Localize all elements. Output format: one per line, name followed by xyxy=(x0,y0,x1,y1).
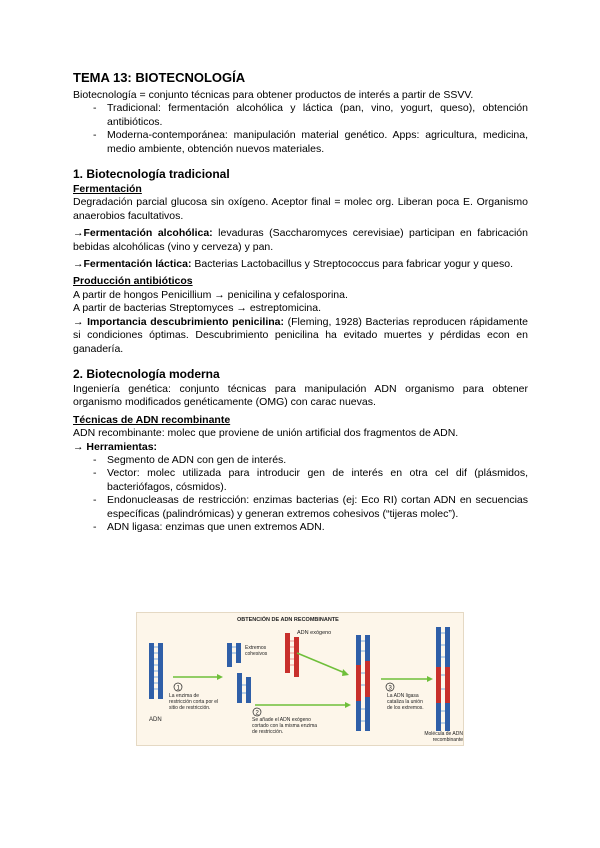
step-3-number: 3 xyxy=(388,685,392,692)
alcoholica-paragraph xyxy=(73,227,528,254)
herramientas-label xyxy=(73,441,528,454)
dna-recombinant xyxy=(436,627,450,731)
arrow-exogeno-head xyxy=(342,669,349,676)
label-exogeno: ADN exógeno xyxy=(297,630,332,636)
importancia-label: → Importancia descubrimiento penicilina: xyxy=(73,315,284,328)
label-molecula: Molécula de ADN recombinante xyxy=(424,731,463,743)
label-extremos-box xyxy=(245,645,279,661)
subheading-adn-recombinante: Técnicas de ADN recombinante xyxy=(73,413,231,426)
list-item: - Endonucleasas de restricción: enzimas bacterias (ej: Eco RI) cortan ADN en secuencias específicas (palindrómicas) y generan extremos cohesivos (“tijeras molec”). xyxy=(93,494,528,521)
importancia-text: (Fleming, 1928) Bacterias reproducen rápidamente si condiciones óptimas. Descubrimiento penicilina ha evitado muertes y pérdidas econ en ganadería. xyxy=(73,315,528,355)
ingenieria-text: Ingeniería genética: conjunto técnicas para manipulación ADN organismo para obtener organismo modificados genéticamente (OMG) con carac nuevas. xyxy=(73,382,528,409)
arrow-1-head xyxy=(217,674,223,680)
section-heading: 1. Biotecnología tradicional xyxy=(73,167,230,182)
lactica-label: →Fermentación láctica: xyxy=(73,258,192,271)
subheading-fermentacion: Fermentación xyxy=(73,183,142,196)
recombinant-dna-diagram xyxy=(137,613,463,745)
dna-exogeno xyxy=(285,633,299,677)
document-page xyxy=(73,70,528,534)
step-1-number: 1 xyxy=(176,685,180,692)
step-2-caption-box xyxy=(252,717,318,743)
recombinant-dna-figure xyxy=(136,612,464,746)
step-1-caption-box xyxy=(169,693,219,723)
dna-original xyxy=(149,643,163,699)
step-3-caption-box xyxy=(387,693,427,723)
page-title: TEMA 13: BIOTECNOLOGÍA xyxy=(73,70,246,85)
label-molecula-box xyxy=(397,731,463,745)
lactica-paragraph xyxy=(73,258,528,271)
arrow-3-head xyxy=(427,676,433,682)
alcoholica-label: →Fermentación alcohólica: xyxy=(73,227,213,240)
step-1-caption: La enzima de restricción corta por el sitio de restricción. xyxy=(169,693,219,711)
list-item: - Moderna-contemporánea: manipulación material genético. Apps: agricultura, medicina, medio ambiente, obtención nuevos materiales. xyxy=(93,129,528,156)
figure-title: OBTENCIÓN DE ADN RECOMBINANTE xyxy=(237,617,339,623)
section-heading: 2. Biotecnología moderna xyxy=(73,366,220,381)
arrow-exogeno xyxy=(297,653,345,673)
fermentacion-text: Degradación parcial glucosa sin oxígeno. Aceptor final = molec org. Liberan poca E. Organismo anaerobios facultativos. xyxy=(73,196,528,222)
subheading-antibioticos: Producción antibióticos xyxy=(73,275,193,288)
list-item: - Segmento de ADN con gen de interés. xyxy=(93,454,528,467)
adn-definition: ADN recombinante: molec que proviene de unión artificial dos fragmentos de ADN. xyxy=(73,427,459,440)
list-item: - ADN ligasa: enzimas que unen extremos ADN. xyxy=(93,521,528,534)
intro-list xyxy=(73,102,528,156)
label-extremos: Extremos cohesivos xyxy=(245,645,268,657)
label-adn: ADN xyxy=(149,717,162,723)
step-2-number: 2 xyxy=(255,710,259,717)
alcoholica-text: levaduras (Saccharomyces cerevisiae) participan en fabricación bebidas alcohólicas (vino y cerveza) y pan. xyxy=(73,227,528,253)
herramientas-label-text: → Herramientas: xyxy=(73,440,158,453)
intro-text: Biotecnología = conjunto técnicas para obtener productos de interés a partir de SSVV. xyxy=(73,89,474,101)
list-item: - Vector: molec utilizada para introducir gen de interés en otra cel dif (plásmidos, bacteriófagos, cósmidos). xyxy=(93,467,528,494)
antibioticos-line1: A partir de hongos Penicillium → penicilina y cefalosporina. xyxy=(73,288,348,301)
dna-annealed xyxy=(356,635,370,731)
arrow-2-head xyxy=(345,702,351,708)
step-3-caption: La ADN ligasa cataliza la unión de los extremos. xyxy=(387,693,424,711)
importancia-paragraph xyxy=(73,316,528,356)
lactica-text: Bacterias Lactobacillus y Streptococcus para fabricar yogur y queso. xyxy=(191,258,514,271)
step-2-caption: Se añade el ADN exógeno cortado con la misma enzima de restricción. xyxy=(252,717,318,735)
antibioticos-line2: A partir de bacterias Streptomyces → estreptomicina. xyxy=(73,302,322,315)
herramientas-list xyxy=(73,454,528,534)
list-item: - Tradicional: fermentación alcohólica y láctica (pan, vino, yogurt, queso), obtención antibióticos. xyxy=(93,102,528,129)
